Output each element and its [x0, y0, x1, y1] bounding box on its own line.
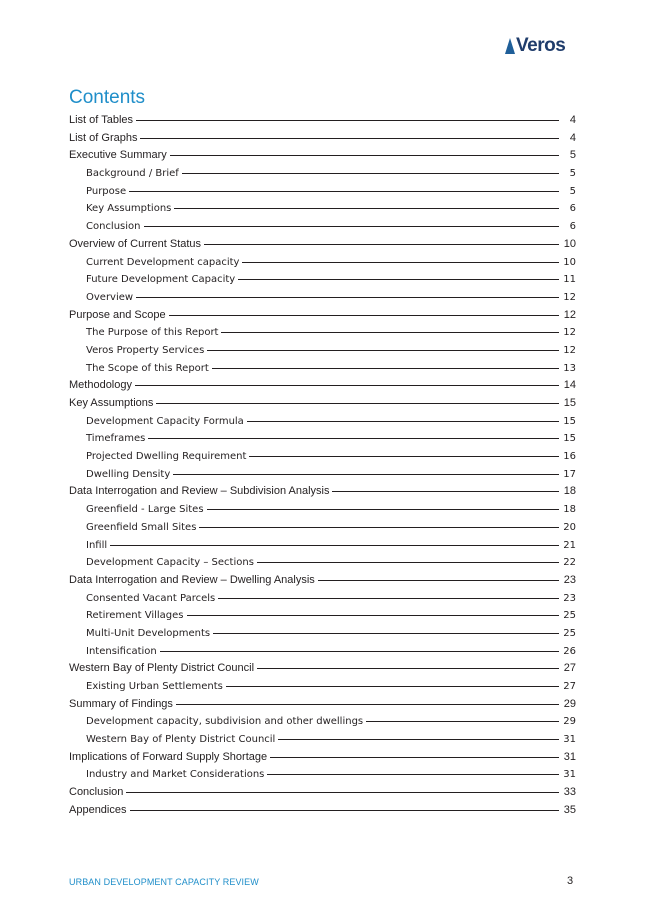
toc-entry[interactable]: [69, 377, 576, 395]
toc-entry-page: 12: [563, 344, 576, 356]
toc-entry-page: 21: [563, 539, 576, 551]
toc-entry-label: Intensification: [86, 645, 157, 657]
toc-entry[interactable]: [69, 307, 576, 325]
toc-entry[interactable]: [69, 165, 576, 183]
toc-entry[interactable]: [69, 731, 576, 749]
toc-entry-page: 5: [569, 149, 576, 162]
toc-entry-page: 6: [569, 221, 576, 233]
toc-leader-line: [187, 615, 559, 616]
toc-entry[interactable]: [69, 130, 576, 148]
toc-entry-label: Methodology: [69, 379, 132, 392]
toc-leader-line: [169, 315, 559, 316]
toc-entry[interactable]: [69, 342, 576, 360]
toc-entry-page: 10: [563, 256, 576, 268]
toc-entry-label: Development Capacity – Sections: [86, 557, 254, 569]
toc-leader-line: [204, 244, 559, 245]
toc-entry[interactable]: [69, 218, 576, 236]
toc-entry[interactable]: [69, 660, 576, 678]
toc-leader-line: [126, 792, 559, 793]
toc-entry-label: Western Bay of Plenty District Council: [69, 662, 255, 675]
toc-entry-label: Development capacity, subdivision and other dwellings: [86, 716, 364, 728]
veros-logo-mark-icon: [505, 38, 515, 54]
toc-entry-label: Western Bay of Plenty District Council: [86, 734, 276, 746]
toc-leader-line: [332, 491, 559, 492]
toc-entry-label: Purpose and Scope: [69, 308, 166, 321]
toc-entry-page: 4: [569, 114, 576, 126]
toc-entry-page: 14: [563, 379, 576, 392]
toc-entry[interactable]: [69, 483, 576, 501]
toc-leader-line: [144, 226, 560, 227]
toc-entry-label: The Purpose of this Report: [86, 327, 219, 339]
toc-entry-page: 15: [563, 433, 576, 445]
toc-entry-label: Data Interrogation and Review – Dwelling Analysis: [69, 573, 315, 586]
footer-page-number: 3: [567, 875, 574, 887]
toc-leader-line: [148, 438, 559, 439]
toc-leader-line: [170, 155, 559, 156]
toc-entry-page: 23: [563, 573, 576, 586]
toc-leader-line: [270, 757, 559, 758]
toc-entry[interactable]: [69, 112, 576, 130]
toc-leader-line: [173, 474, 559, 475]
toc-entry-page: 29: [563, 697, 576, 710]
toc-leader-line: [129, 191, 559, 192]
toc-entry-label: Current Development capacity: [86, 256, 240, 268]
toc-entry-label: Summary of Findings: [69, 697, 173, 710]
toc-entry-page: 25: [563, 627, 576, 639]
toc-leader-line: [366, 721, 559, 722]
toc-entry-label: Conclusion: [69, 786, 124, 799]
toc-entry[interactable]: [69, 678, 576, 696]
toc-entry-page: 13: [563, 362, 576, 374]
toc-entry-page: 5: [569, 168, 576, 180]
toc-leader-line: [218, 598, 559, 599]
toc-leader-line: [212, 368, 559, 369]
toc-entry-label: Future Development Capacity: [86, 274, 236, 286]
toc-entry-label: Retirement Villages: [86, 610, 184, 622]
toc-entry-page: 16: [563, 451, 576, 463]
toc-entry-label: Key Assumptions: [69, 397, 154, 409]
toc-leader-line: [207, 509, 559, 510]
toc-leader-line: [238, 279, 559, 280]
toc-entry-label: Multi-Unit Developments: [86, 627, 211, 639]
toc-entry-page: 25: [563, 610, 576, 622]
toc-entry[interactable]: [69, 254, 576, 272]
toc-entry-page: 10: [563, 237, 576, 250]
toc-leader-line: [199, 527, 559, 528]
toc-leader-line: [249, 456, 559, 457]
toc-entry-page: 18: [563, 504, 576, 516]
toc-entry-page: 27: [563, 662, 576, 675]
toc-entry-page: 15: [563, 397, 576, 409]
toc-entry-label: Overview of Current Status: [69, 237, 202, 250]
toc-leader-line: [278, 739, 559, 740]
toc-entry[interactable]: [69, 625, 576, 643]
toc-leader-line: [247, 421, 559, 422]
toc-leader-line: [182, 173, 559, 174]
toc-entry-label: Key Assumptions: [86, 203, 172, 215]
toc-entry-page: 31: [563, 769, 576, 781]
toc-entry-label: Dwelling Density: [86, 468, 171, 480]
toc-leader-line: [213, 633, 559, 634]
toc-leader-line: [140, 138, 559, 139]
toc-leader-line: [221, 332, 559, 333]
toc-entry[interactable]: [69, 696, 576, 714]
toc-leader-line: [110, 545, 559, 546]
toc-entry[interactable]: [69, 271, 576, 289]
toc-entry-page: 4: [569, 131, 576, 144]
toc-entry-label: Purpose: [86, 185, 127, 197]
toc-entry-label: Consented Vacant Parcels: [86, 592, 216, 604]
toc-entry-page: 17: [563, 468, 576, 480]
toc-entry[interactable]: [69, 802, 576, 820]
toc-entry[interactable]: [69, 749, 576, 767]
toc-leader-line: [174, 208, 559, 209]
toc-entry-page: 31: [563, 750, 576, 763]
toc-leader-line: [242, 262, 559, 263]
toc-entry-label: The Scope of this Report: [86, 362, 209, 374]
toc-leader-line: [135, 385, 559, 386]
toc-entry-label: Projected Dwelling Requirement: [86, 451, 247, 463]
toc-entry-page: 12: [563, 291, 576, 303]
toc-entry-page: 31: [563, 734, 576, 746]
toc-entry-label: Data Interrogation and Review – Subdivision Analysis: [69, 485, 330, 498]
veros-logo: [505, 35, 565, 57]
toc-entry-label: List of Tables: [69, 114, 134, 126]
toc-entry-page: 35: [563, 803, 576, 816]
toc-entry[interactable]: [69, 572, 576, 590]
toc-entry-label: Overview: [86, 291, 134, 303]
toc-entry-page: 20: [563, 521, 576, 533]
toc-leader-line: [160, 651, 559, 652]
toc-entry[interactable]: [69, 448, 576, 466]
toc-entry-label: List of Graphs: [69, 131, 138, 144]
toc-entry[interactable]: [69, 766, 576, 784]
toc-entry-page: 22: [563, 557, 576, 569]
toc-entry[interactable]: [69, 501, 576, 519]
toc-leader-line: [130, 810, 560, 811]
toc-entry[interactable]: [69, 643, 576, 661]
toc-entry-label: Development Capacity Formula: [86, 415, 244, 427]
table-of-contents: [69, 112, 576, 820]
toc-entry[interactable]: [69, 147, 576, 165]
toc-entry-page: 5: [569, 185, 576, 197]
toc-entry-label: Greenfield Small Sites: [86, 521, 197, 533]
toc-entry-label: Industry and Market Considerations: [86, 769, 265, 781]
toc-entry[interactable]: [69, 236, 576, 254]
toc-entry-page: 33: [563, 786, 576, 799]
toc-entry[interactable]: [69, 713, 576, 731]
toc-entry-page: 11: [563, 274, 576, 286]
toc-entry-page: 29: [563, 716, 576, 728]
toc-entry-label: Greenfield - Large Sites: [86, 504, 204, 516]
toc-entry-label: Timeframes: [86, 433, 146, 445]
toc-entry[interactable]: [69, 466, 576, 484]
toc-leader-line: [257, 668, 559, 669]
toc-entry-label: Implications of Forward Supply Shortage: [69, 750, 268, 763]
toc-entry[interactable]: [69, 537, 576, 555]
toc-entry[interactable]: [69, 289, 576, 307]
toc-entry-page: 15: [563, 415, 576, 427]
toc-entry-page: 23: [563, 592, 576, 604]
toc-entry-label: Existing Urban Settlements: [86, 681, 223, 692]
toc-entry[interactable]: [69, 324, 576, 342]
toc-leader-line: [267, 774, 559, 775]
toc-entry[interactable]: [69, 590, 576, 608]
toc-entry-page: 12: [563, 308, 576, 321]
toc-leader-line: [156, 403, 559, 404]
toc-leader-line: [257, 562, 559, 563]
toc-leader-line: [318, 580, 559, 581]
logo-text: Veros: [516, 35, 566, 56]
toc-entry-page: 27: [563, 681, 576, 692]
toc-leader-line: [176, 704, 559, 705]
toc-entry-page: 18: [563, 485, 576, 498]
toc-entry-label: Veros Property Services: [86, 344, 205, 356]
toc-leader-line: [226, 686, 559, 687]
toc-entry[interactable]: [69, 519, 576, 537]
toc-entry-label: Infill: [86, 539, 108, 551]
toc-entry[interactable]: [69, 183, 576, 201]
toc-entry[interactable]: [69, 360, 576, 378]
toc-entry[interactable]: [69, 607, 576, 625]
toc-entry[interactable]: [69, 413, 576, 431]
toc-entry[interactable]: [69, 784, 576, 802]
toc-entry-page: 26: [563, 645, 576, 657]
toc-entry-page: 6: [569, 203, 576, 215]
toc-entry[interactable]: [69, 430, 576, 448]
toc-entry[interactable]: [69, 554, 576, 572]
toc-entry[interactable]: [69, 395, 576, 413]
toc-leader-line: [136, 297, 559, 298]
toc-entry-label: Executive Summary: [69, 149, 167, 162]
toc-leader-line: [207, 350, 559, 351]
toc-entry-label: Conclusion: [86, 221, 141, 233]
toc-entry-label: Appendices: [69, 803, 127, 816]
toc-leader-line: [136, 120, 559, 121]
toc-entry[interactable]: [69, 200, 576, 218]
page-title: Contents: [69, 87, 146, 108]
toc-entry-page: 12: [563, 327, 576, 339]
footer-document-title: URBAN DEVELOPMENT CAPACITY REVIEW: [69, 877, 259, 887]
toc-entry-label: Background / Brief: [86, 168, 179, 180]
